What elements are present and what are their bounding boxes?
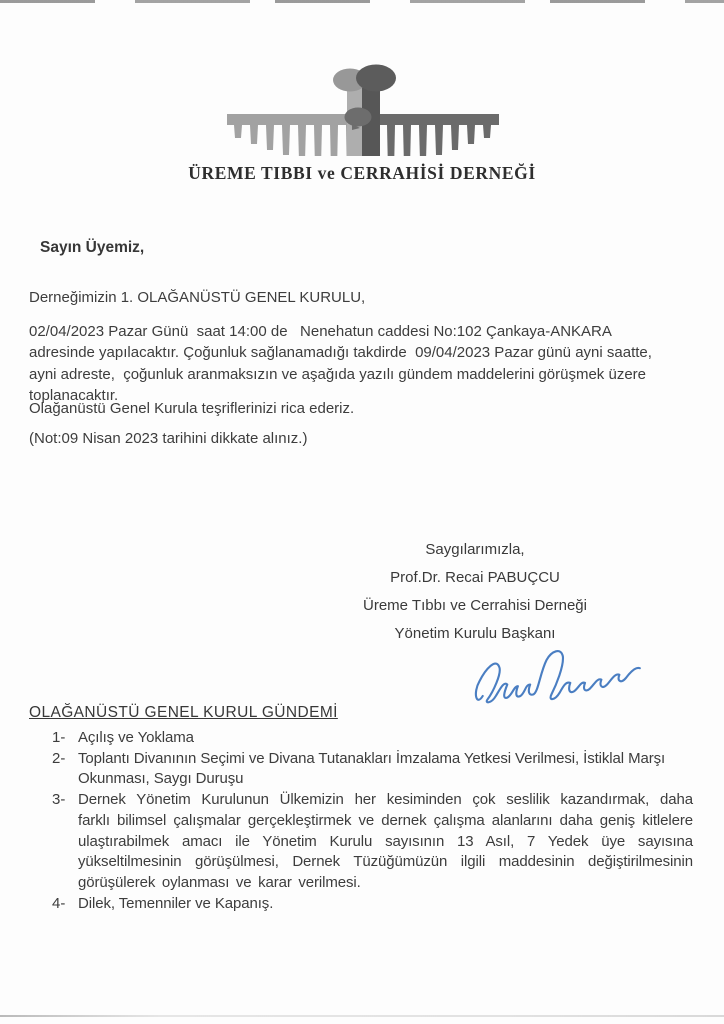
scan-artifact-top-edge: [0, 0, 724, 3]
org-name: ÜREME TIBBI ve CERRAHİSİ DERNEĞİ: [188, 163, 536, 183]
letterhead: [0, 60, 724, 184]
agenda-item-text: Dilek, Temenniler ve Kapanış.: [78, 894, 274, 912]
paragraph-line: ayni adreste, çoğunluk aranmaksızın ve aşağıda yazılı gündem maddelerini görüşmek üzere: [29, 365, 646, 383]
bridge-family-logo-icon: [219, 60, 506, 156]
signatory-name: Prof.Dr. Recai PABUÇCU: [390, 569, 560, 586]
agenda-item-text: Açılış ve Yoklama: [78, 729, 194, 746]
note-line: (Not:09 Nisan 2023 tarihini dikkate alınız.): [29, 430, 308, 447]
agenda-item-number: 3-: [52, 791, 66, 809]
agenda-item-1: [29, 728, 693, 749]
meeting-details-paragraph: [29, 321, 697, 407]
agenda-item-number: 4-: [52, 894, 66, 912]
agenda-section: [29, 702, 693, 914]
agenda-heading: OLAĞANÜSTÜ GENEL KURUL GÜNDEMİ: [29, 704, 338, 721]
closing-salutation: Saygılarımızla,: [425, 541, 525, 558]
paragraph-line: adresinde yapılacaktır. Çoğunluk sağlanamadığı takdirde 09/04/2023 Pazar günü ayni saatte,: [29, 344, 652, 362]
agenda-item-2: [29, 749, 693, 790]
greeting: Sayın Üyemiz,: [40, 239, 145, 256]
intro-line: Derneğimizin 1. OLAĞANÜSTÜ GENEL KURULU,: [29, 289, 366, 306]
agenda-item-4: [29, 894, 693, 915]
scan-artifact-bottom-edge: [0, 1015, 724, 1017]
agenda-item-number: 1-: [52, 729, 66, 746]
paragraph-line: 02/04/2023 Pazar Günü saat 14:00 de Nenehatun caddesi No:102 Çankaya-ANKARA: [29, 323, 612, 340]
paragraph-line: toplanacaktır.: [29, 387, 119, 405]
agenda-item-text: Dernek Yönetim Kurulunun Ülkemizin her kesiminden çok seslilik kazandırmak, daha farklı bilimsel çalışmalar gerçekleştirmek ve dernek çalışma alanlarını daha geniş kitlelere ulaştırabilmek amacı ile Yönetim Kurulu sayısının 13 Asıl, 7 Yedek üye sayısına yükseltilmesinin görüşülmesi, Dernek Tüzüğümüzün ilgili maddesinin değiştirilmesinin görüşülerek oylanması ve karar verilmesi.: [78, 791, 693, 891]
signature-block: [335, 536, 615, 648]
agenda-item-text: Toplantı Divanının Seçimi ve Divana Tutanakları İmzalama Yetkesi Verilmesi, İstiklal Marşı Okunması, Saygı Duruşu: [78, 749, 666, 788]
request-line: Olağanüstü Genel Kurula teşriflerinizi rica ederiz.: [29, 400, 355, 417]
agenda-item-3: [29, 790, 693, 894]
signatory-title: Yönetim Kurulu Başkanı: [394, 625, 556, 642]
signatory-organization: Üreme Tıbbı ve Cerrahisi Derneği: [363, 597, 587, 614]
agenda-item-number: 2-: [52, 749, 66, 767]
